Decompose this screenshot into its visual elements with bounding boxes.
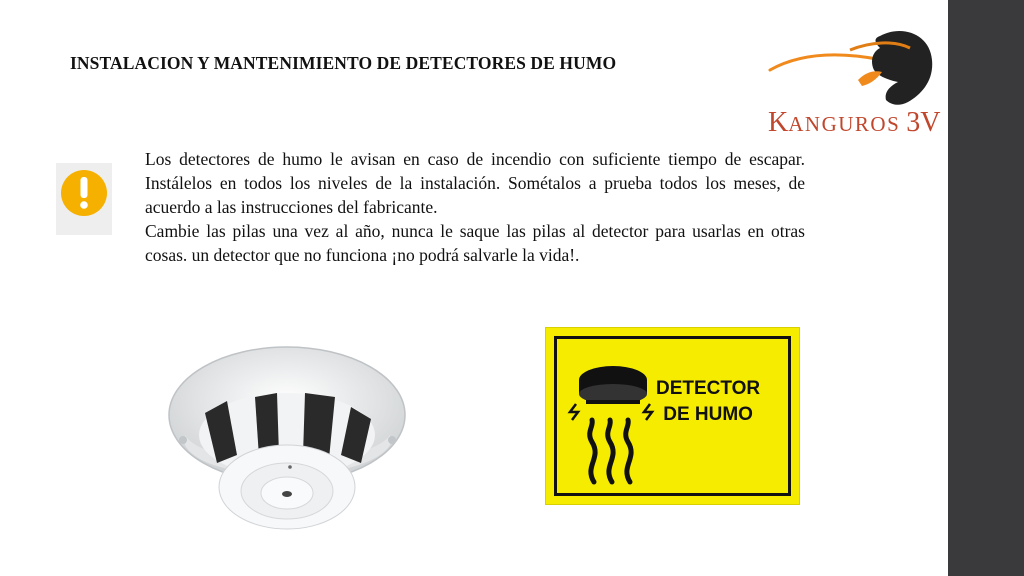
logo-rest: ANGUROS bbox=[788, 112, 901, 136]
logo-suffix: 3V bbox=[906, 107, 941, 138]
paragraph-1: Los detectores de humo le avisan en caso de incendio con suficiente tiempo de escapar. Instálelos en todos los niveles de la instalación. Sométalos a prueba todos los meses, de acuerdo a las instrucciones del fabricante. bbox=[145, 149, 805, 217]
smoke-detector-sign bbox=[545, 327, 800, 505]
logo-initial: K bbox=[768, 107, 789, 138]
sign-line-1: DETECTOR bbox=[656, 378, 761, 399]
exclamation-icon bbox=[56, 163, 112, 235]
smoke-detector-image bbox=[165, 335, 410, 535]
right-sidebar bbox=[948, 0, 1024, 576]
slide-title: INSTALACION Y MANTENIMIENTO DE DETECTORES DE HUMO bbox=[70, 53, 617, 73]
detector-smoke-icon bbox=[566, 358, 661, 488]
body-text bbox=[145, 147, 805, 267]
paragraph-2: Cambie las pilas una vez al año, nunca le saque las pilas al detector para usarlas en otras cosas. un detector que no funciona ¡no podrá salvarle la vida!. bbox=[145, 221, 805, 265]
logo-wordmark bbox=[768, 107, 940, 139]
sign-line-2: DE HUMO bbox=[663, 404, 753, 425]
sign-label bbox=[656, 376, 760, 428]
